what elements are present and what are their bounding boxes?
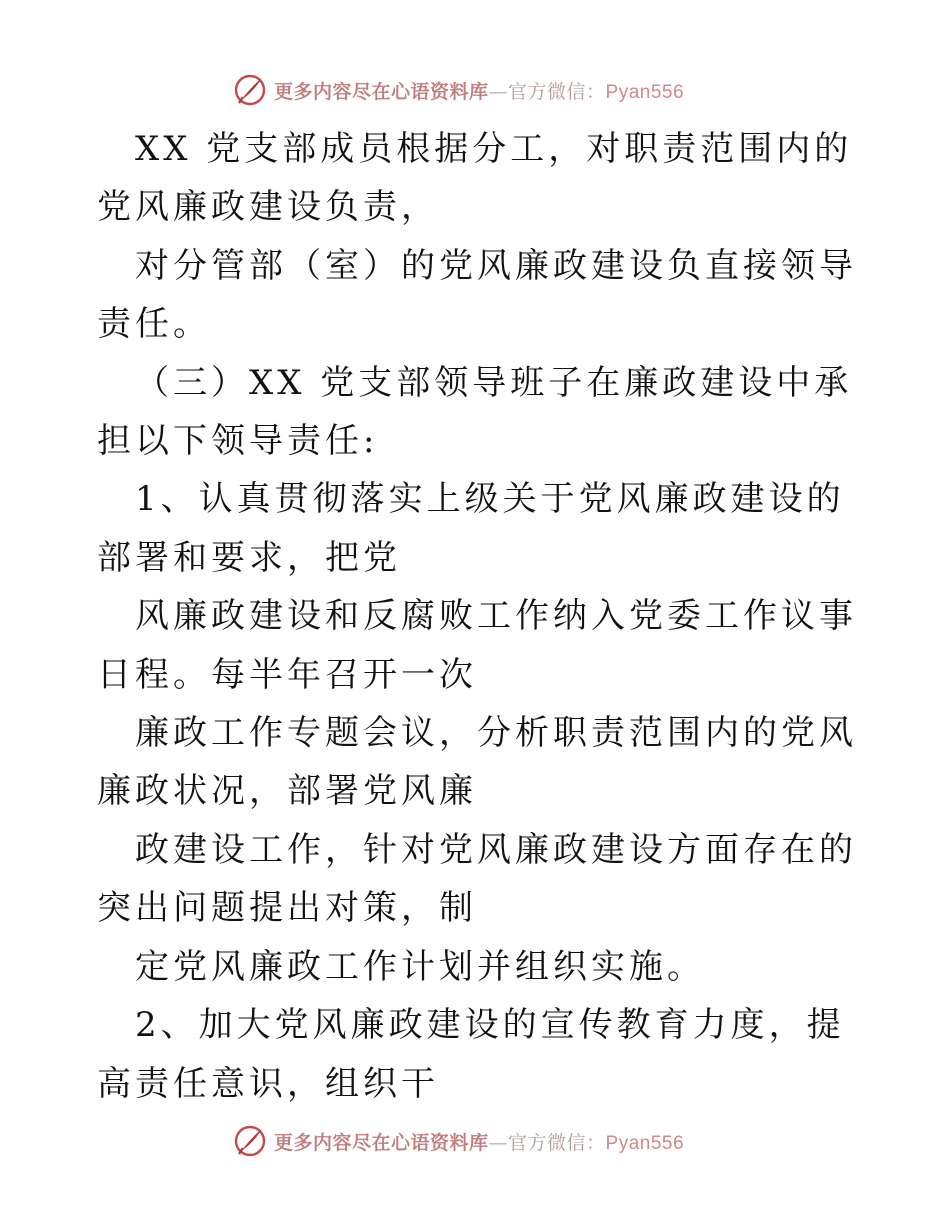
watermark-part1: 更多内容尽在心语资料库 (274, 1131, 489, 1154)
paragraph-8: 定党风廉政工作计划并组织实施。 (135, 946, 705, 987)
watermark-part3: Pyan556 (605, 1132, 685, 1154)
paragraph-9: 2、加大党风廉政建设的宣传教育力度，提高责任意识，组织干 (97, 1005, 845, 1104)
feather-logo-icon (232, 72, 268, 108)
watermark-dash: — (488, 80, 509, 103)
watermark-part2: 官方微信： (508, 80, 606, 103)
paragraph-2: 对分管部（室）的党风廉政建设负直接领导责任。 (97, 245, 857, 345)
watermark-banner-top (232, 68, 684, 112)
paragraph-7: 政建设工作，针对党风廉政建设方面存在的突出问题提出对策，制 (97, 829, 857, 929)
feather-logo-icon (232, 1123, 268, 1159)
watermark-text (274, 77, 684, 104)
paragraph-3: （三）XX 党支部领导班子在廉政建设中承担以下领导责任: (97, 362, 853, 462)
document-body (97, 120, 857, 1113)
watermark-banner-bottom (232, 1119, 684, 1163)
watermark-dash: — (488, 1131, 509, 1154)
paragraph-4: 1、认真贯彻落实上级关于党风廉政建设的部署和要求，把党 (97, 479, 845, 578)
paragraph-1: XX 党支部成员根据分工，对职责范围内的党风廉政建设负责， (97, 129, 853, 228)
watermark-part2: 官方微信： (508, 1131, 606, 1154)
paragraph-5: 风廉政建设和反腐败工作纳入党委工作议事日程。每半年召开一次 (97, 596, 857, 695)
watermark-text (274, 1128, 684, 1155)
paragraph-6: 廉政工作专题会议，分析职责范围内的党风廉政状况，部署党风廉 (97, 713, 857, 812)
watermark-part3: Pyan556 (605, 81, 685, 103)
watermark-part1: 更多内容尽在心语资料库 (274, 80, 489, 103)
